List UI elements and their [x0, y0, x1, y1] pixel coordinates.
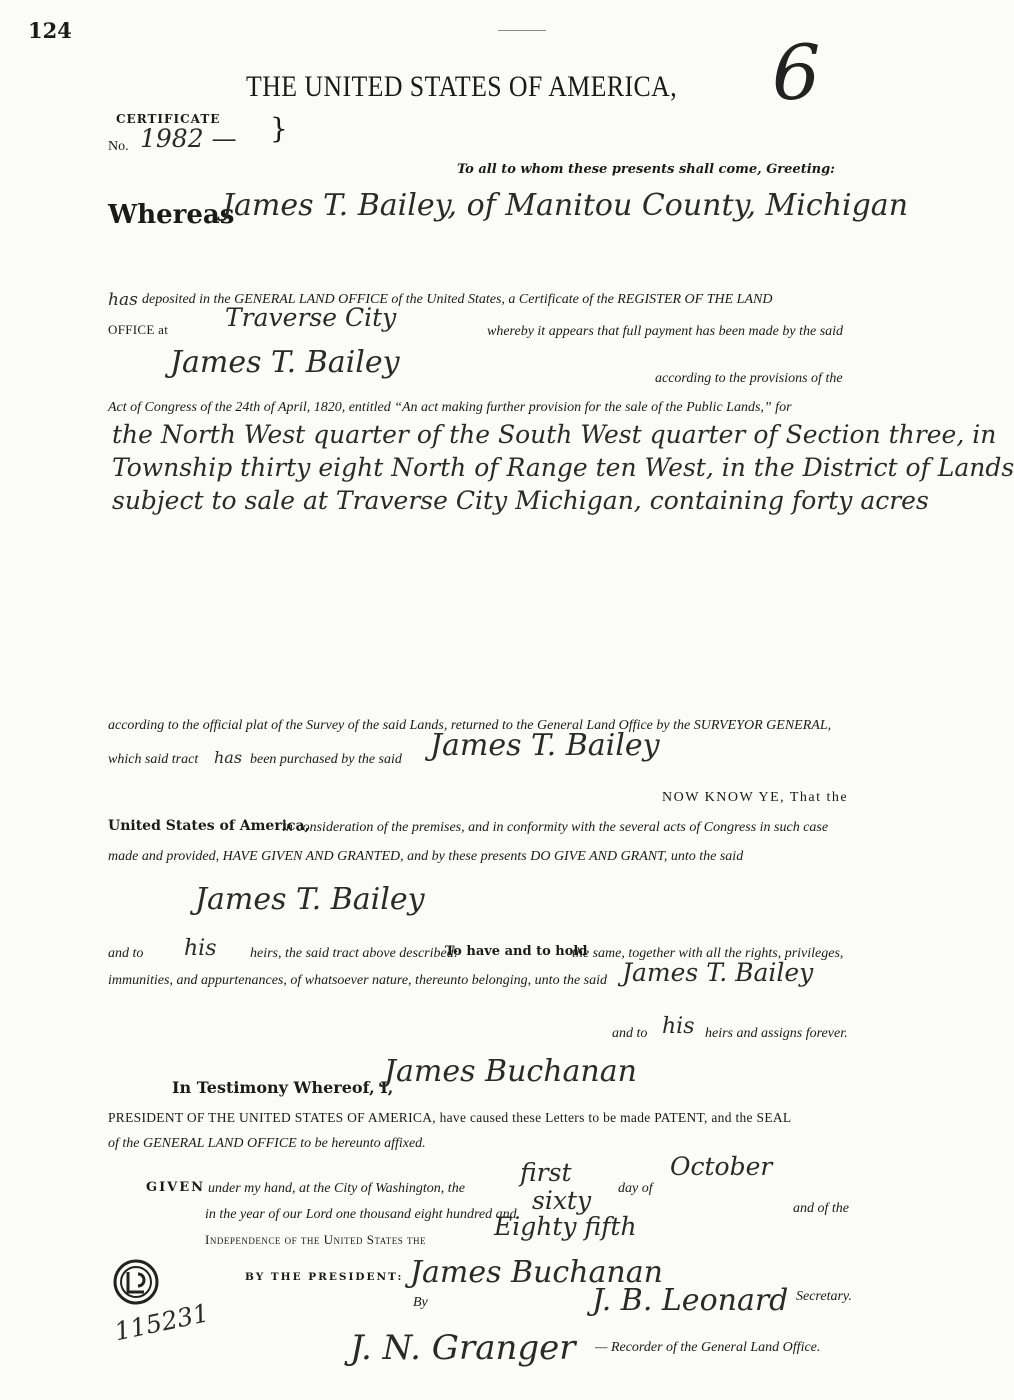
certificate-bracket: }	[270, 112, 288, 145]
by-word: By	[413, 1295, 428, 1310]
president-name: James Buchanan	[384, 1054, 637, 1089]
payer-name: James T. Bailey	[170, 345, 400, 380]
recorder-signature: J. N. Granger	[350, 1328, 576, 1368]
tract-text: which said tract	[108, 752, 199, 767]
grantee-name: James T. Bailey	[195, 882, 425, 917]
secretary-signature: J. B. Leonard	[592, 1283, 789, 1318]
independence-year: Eighty fifth	[494, 1212, 637, 1241]
page-number: 124	[28, 18, 72, 43]
year-text: in the year of our Lord one thousand eight hundred and	[205, 1207, 517, 1222]
margin-number: 115231	[112, 1298, 212, 1347]
office-at: OFFICE at	[108, 322, 169, 337]
purchaser-name: James T. Bailey	[430, 728, 660, 763]
in-testimony: In Testimony Whereof, I,	[172, 1078, 394, 1097]
rights-text: the same, together with all the rights, privileges,	[572, 946, 844, 961]
certificate-number: 1982 —	[140, 124, 237, 153]
secretary-title: Secretary.	[796, 1289, 852, 1304]
according-text: according to the provisions of the	[655, 371, 843, 386]
has-word: has	[108, 290, 138, 310]
whereby-text: whereby it appears that full payment has been made by the said	[487, 324, 844, 339]
land-description-line-3: subject to sale at Traverse City Michigan, containing forty acres	[112, 486, 929, 515]
now-know-ye: NOW KNOW YE, That the	[662, 790, 849, 805]
given-text: under my hand, at the City of Washington, the	[208, 1181, 465, 1196]
given-granted-text: made and provided, HAVE GIVEN AND GRANTED, and by these presents DO GIVE AND GRANT, unto the said	[108, 849, 744, 864]
land-description-line-2: Township thirty eight North of Range ten West, in the District of Lands	[112, 453, 1014, 482]
his-word: his	[184, 936, 217, 961]
seal-line: of the GENERAL LAND OFFICE to be hereunto affixed.	[108, 1136, 426, 1151]
top-scribble	[498, 30, 546, 31]
by-the-president: BY THE PRESIDENT:	[245, 1271, 404, 1283]
us-blackletter: United States of America,	[108, 818, 310, 834]
margin-mark: 6	[772, 28, 821, 117]
and-to-text: and to	[108, 946, 144, 961]
president-line: PRESIDENT OF THE UNITED STATES OF AMERICA, have caused these Letters to be made PATENT, and the SEAL	[108, 1110, 792, 1125]
president-signature: James Buchanan	[410, 1255, 663, 1290]
seal-monogram	[112, 1258, 160, 1306]
office-location: Traverse City	[225, 303, 397, 332]
tract-has: has	[214, 748, 243, 767]
day-of: day of	[618, 1181, 653, 1196]
deposited-text: deposited in the GENERAL LAND OFFICE of the United States, a Certificate of the REGISTER OF THE LAND	[142, 292, 773, 307]
given-word: GIVEN	[146, 1180, 206, 1195]
heirs-forever-text: heirs and assigns forever.	[705, 1026, 848, 1041]
document-title: THE UNITED STATES OF AMERICA,	[246, 70, 678, 103]
whereas-word: Whereas	[108, 200, 235, 230]
given-year: sixty	[532, 1186, 592, 1215]
plat-line: according to the official plat of the Survey of the said Lands, returned to the General Land Office by the SURVEYOR GENERAL,	[108, 718, 832, 733]
immunities-text: immunities, and appurtenances, of whatsoever nature, thereunto belonging, unto the said	[108, 973, 608, 988]
land-description-line-1: the North West quarter of the South West quarter of Section three, in	[112, 420, 997, 449]
certificate-no-label: No.	[108, 139, 129, 154]
to-have-text: To have and to hold	[445, 944, 588, 959]
heirs-tract-text: heirs, the said tract above described:	[250, 946, 459, 961]
and-of-the: and of the	[793, 1201, 849, 1216]
consideration-text: in consideration of the premises, and in conformity with the several acts of Congress in such case	[282, 820, 829, 835]
his-word-2: his	[662, 1014, 695, 1039]
given-month: October	[670, 1152, 773, 1181]
certificate-label: CERTIFICATE	[116, 112, 221, 126]
independence-text: Independence of the United States the	[205, 1232, 426, 1247]
given-day: first	[520, 1158, 572, 1187]
recorder-title: — Recorder of the General Land Office.	[595, 1340, 821, 1355]
purchased-text: been purchased by the said	[250, 752, 402, 767]
greeting: To all to whom these presents shall come, Greeting:	[457, 162, 835, 177]
applicant-line: James T. Bailey, of Manitou County, Michigan	[222, 188, 909, 223]
act-line: Act of Congress of the 24th of April, 1820, entitled “An act making further provision for the sale of the Public Lands,” for	[108, 400, 792, 415]
and-to-text-2: and to	[612, 1026, 648, 1041]
grantee-name-2: James T. Bailey	[622, 958, 814, 987]
